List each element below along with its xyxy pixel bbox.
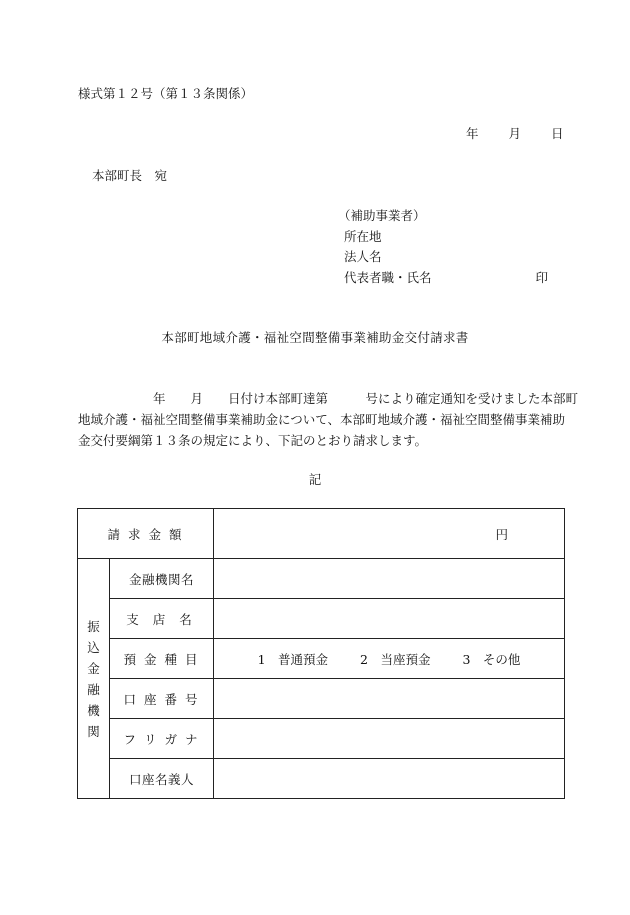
account-type-options xyxy=(214,639,565,679)
account-number-field[interactable] xyxy=(214,679,565,719)
seal-mark: 印 xyxy=(535,269,549,285)
group-char: 込 xyxy=(87,639,100,655)
furigana-row xyxy=(78,719,565,759)
body-line-3: 金交付要綱第１３条の規定により、下記のとおり請求します。 xyxy=(78,433,428,448)
ki-heading: 記 xyxy=(308,472,322,487)
bank-name-row xyxy=(78,559,565,599)
account-number-row xyxy=(78,679,565,719)
account-holder-field[interactable] xyxy=(214,759,565,799)
address-label: 所在地 xyxy=(344,228,382,244)
account-holder-row xyxy=(78,759,565,799)
representative-row xyxy=(338,268,548,289)
bank-name-field[interactable] xyxy=(214,559,565,599)
group-char: 関 xyxy=(87,723,100,739)
request-table xyxy=(77,508,565,799)
branch-row xyxy=(78,599,565,639)
yen-unit: 円 xyxy=(495,526,508,542)
account-type-current[interactable]: 2 当座預金 xyxy=(360,651,431,667)
corp-name-label: 法人名 xyxy=(344,249,382,264)
account-type-label: 預 金 種 目 xyxy=(110,639,214,679)
group-char: 融 xyxy=(87,681,100,697)
furigana-label: フ リ ガ ナ xyxy=(110,719,214,759)
representative-label: 代表者職・氏名 xyxy=(344,269,432,285)
account-number-label: 口 座 番 号 xyxy=(110,679,214,719)
applicant-block xyxy=(338,206,548,288)
body-text xyxy=(78,388,578,451)
account-type-other[interactable]: 3 その他 xyxy=(462,651,521,667)
date-day: 日 xyxy=(551,126,564,141)
group-char: 機 xyxy=(87,702,100,718)
amount-label: 請 求 金 額 xyxy=(78,509,214,559)
transfer-bank-group-label xyxy=(78,559,110,799)
branch-field[interactable] xyxy=(214,599,565,639)
date-line xyxy=(466,124,564,142)
addressee: 本部町長 宛 xyxy=(92,168,168,183)
account-type-ordinary[interactable]: 1 普通預金 xyxy=(257,651,329,667)
body-line-2: 地域介護・福祉空間整備事業補助金について、本部町地域介護・福祉空間整備事業補助 xyxy=(78,412,566,427)
bank-name-label: 金融機関名 xyxy=(110,559,214,599)
furigana-field[interactable] xyxy=(214,719,565,759)
applicant-heading: （補助事業者） xyxy=(338,208,426,223)
date-year: 年 xyxy=(466,126,479,141)
body-line-1: 年 月 日付け本部町達第 号により確定通知を受けました本部町 xyxy=(78,391,579,406)
account-type-row xyxy=(78,639,565,679)
branch-label: 支 店 名 xyxy=(110,599,214,639)
group-char: 振 xyxy=(87,618,100,634)
amount-row xyxy=(78,509,565,559)
account-holder-label: 口座名義人 xyxy=(110,759,214,799)
date-month: 月 xyxy=(508,126,522,141)
group-char: 金 xyxy=(87,660,100,676)
amount-field[interactable] xyxy=(214,509,565,559)
document-title: 本部町地域介護・福祉空間整備事業補助金交付請求書 xyxy=(161,330,469,345)
form-number: 様式第１２号（第１３条関係） xyxy=(78,86,254,101)
